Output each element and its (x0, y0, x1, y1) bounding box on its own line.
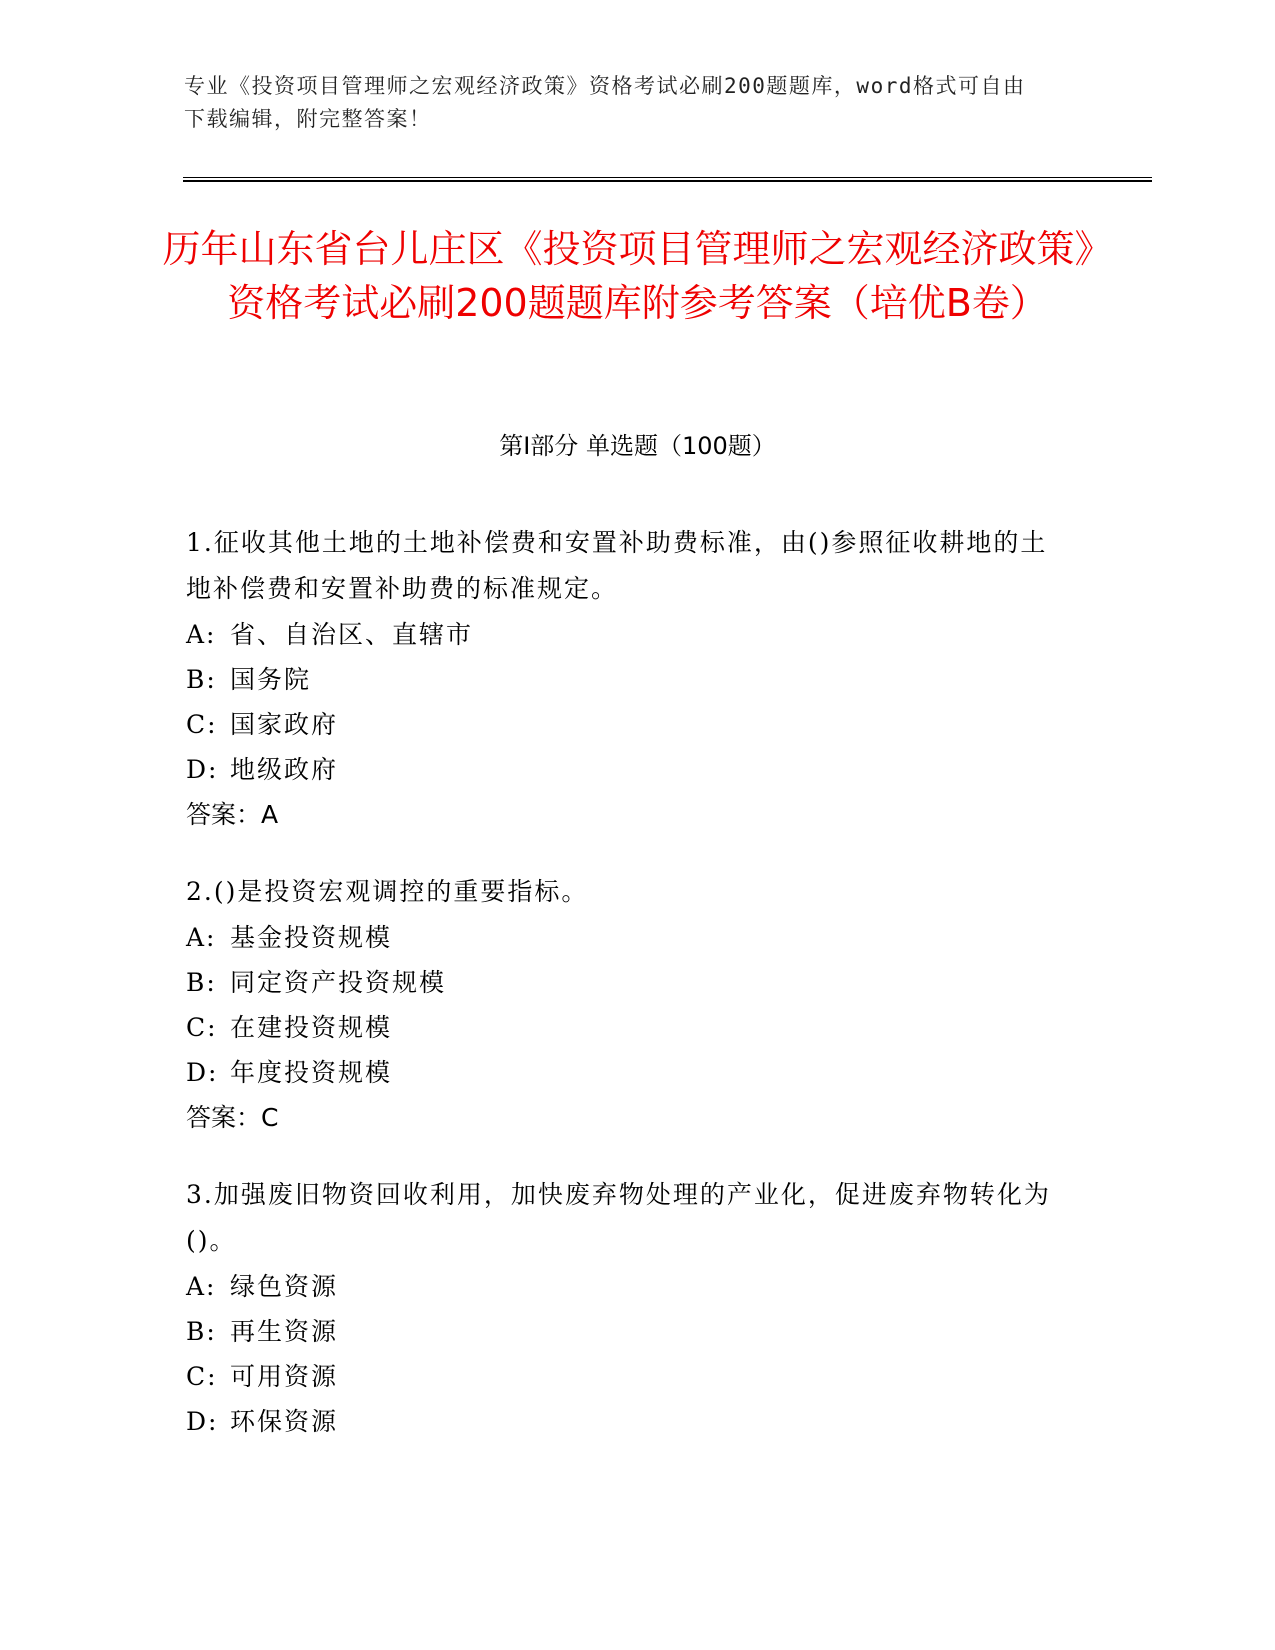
option-d (186, 1399, 1066, 1444)
answer-line: 答案：C (186, 1103, 279, 1132)
option-text: 可用资源 (230, 1362, 339, 1391)
question-2 (186, 869, 1066, 1140)
option-b (186, 1309, 1066, 1354)
option-d (186, 747, 1066, 792)
option-key: B: (186, 968, 217, 997)
question-text: 3.加强废旧物资回收利用，加快废弃物处理的产业化，促进废弃物转化为()。 (186, 1180, 1051, 1255)
option-a (186, 915, 1066, 960)
option-key: D: (186, 1058, 219, 1087)
option-text: 年度投资规模 (230, 1058, 393, 1087)
option-key: D: (186, 755, 219, 784)
header-divider-thick (183, 180, 1152, 182)
option-key: C: (186, 1013, 218, 1042)
option-key: C: (186, 1362, 218, 1391)
option-text: 国家政府 (230, 710, 339, 739)
question-text: 1.征收其他土地的土地补偿费和安置补助费标准，由()参照征收耕地的土地补偿费和安置补助费的标准规定。 (186, 528, 1048, 603)
option-key: D: (186, 1407, 219, 1436)
option-c (186, 702, 1066, 747)
header-divider-thin (183, 177, 1152, 178)
option-c (186, 1354, 1066, 1399)
option-text: 在建投资规模 (230, 1013, 393, 1042)
option-a (186, 612, 1066, 657)
question-3 (186, 1172, 1066, 1444)
question-list (186, 520, 1066, 1476)
option-text: 国务院 (230, 665, 312, 694)
option-a (186, 1264, 1066, 1309)
option-text: 同定资产投资规模 (230, 968, 447, 997)
document-title: 历年山东省台儿庄区《投资项目管理师之宏观经济政策》资格考试必刷200题题库附参考答案（培优B卷） (162, 227, 1113, 325)
option-key: C: (186, 710, 218, 739)
option-text: 省、自治区、直辖市 (230, 620, 474, 649)
header-note: 专业《投资项目管理师之宏观经济政策》资格考试必刷200题题库，word格式可自由下载编辑，附完整答案！ (184, 74, 1026, 131)
option-key: A: (186, 923, 217, 952)
question-text: 2.()是投资宏观调控的重要指标。 (186, 877, 589, 906)
option-text: 再生资源 (230, 1317, 339, 1346)
option-key: B: (186, 1317, 217, 1346)
option-text: 环保资源 (230, 1407, 339, 1436)
answer-line: 答案：A (186, 800, 279, 829)
option-d (186, 1050, 1066, 1095)
option-key: A: (186, 1272, 217, 1301)
option-key: B: (186, 665, 217, 694)
section-heading: 第Ⅰ部分 单选题（100题） (499, 432, 776, 460)
option-key: A: (186, 620, 217, 649)
option-text: 地级政府 (230, 755, 339, 784)
option-text: 基金投资规模 (230, 923, 393, 952)
question-1 (186, 520, 1066, 837)
option-b (186, 960, 1066, 1005)
option-text: 绿色资源 (230, 1272, 339, 1301)
option-c (186, 1005, 1066, 1050)
option-b (186, 657, 1066, 702)
